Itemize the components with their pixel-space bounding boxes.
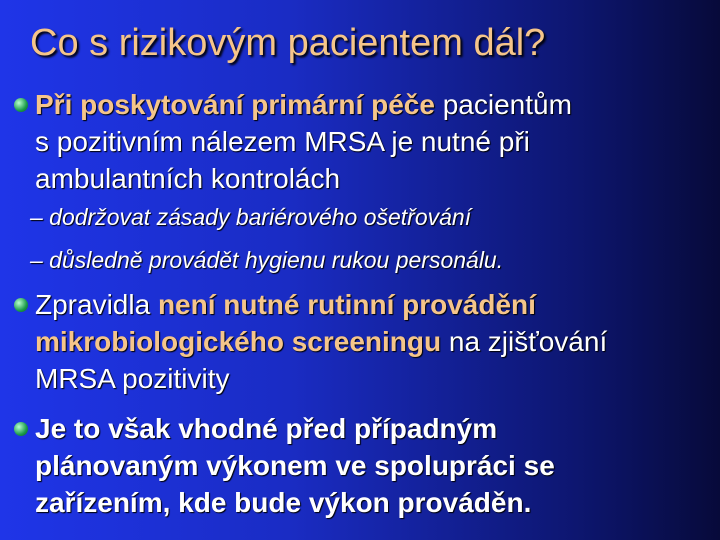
bullet-2-line-2: [35, 323, 607, 360]
bullet-2-line-2-rest: na zjišťování: [441, 326, 608, 357]
bullet-1-line-3: ambulantních kontrolách: [35, 163, 341, 194]
bullet-3-line-2: plánovaným výkonem ve spolupráci se: [35, 450, 555, 481]
bullet-1-line-1-rest: pacientům: [434, 89, 572, 120]
bullet-dot-icon: [14, 298, 28, 312]
bullet-3: [14, 410, 720, 530]
bullet-2-highlight-1: není nutné rutinní provádění: [157, 289, 536, 320]
bullet-1-line-1: [35, 86, 572, 123]
subbullet-2: – důsledně provádět hygienu rukou personálu.: [30, 247, 504, 273]
bullet-dot-icon: [14, 422, 28, 436]
bullet-2-line-1-a: Zpravidla: [35, 289, 158, 320]
bullet-2-line-1: [35, 286, 536, 323]
bullet-3-line-1: Je to však vhodné před případným: [35, 413, 498, 444]
slide-title: Co s rizikovým pacientem dál?: [30, 22, 546, 64]
bullet-1-line-2: s pozitivním nálezem MRSA je nutné při: [35, 126, 530, 157]
bullet-2: [14, 286, 720, 406]
bullet-3-line-3: zařízením, kde bude výkon prováděn.: [35, 487, 532, 518]
bullet-1-highlight: Při poskytování primární péče: [35, 89, 435, 120]
bullet-2-highlight-2: mikrobiologického screeningu: [35, 326, 442, 357]
subbullet-1: – dodržovat zásady bariérového ošetřování: [30, 204, 472, 230]
bullet-1: [14, 86, 714, 206]
bullet-2-line-3: MRSA pozitivity: [35, 363, 230, 394]
bullet-dot-icon: [14, 98, 28, 112]
